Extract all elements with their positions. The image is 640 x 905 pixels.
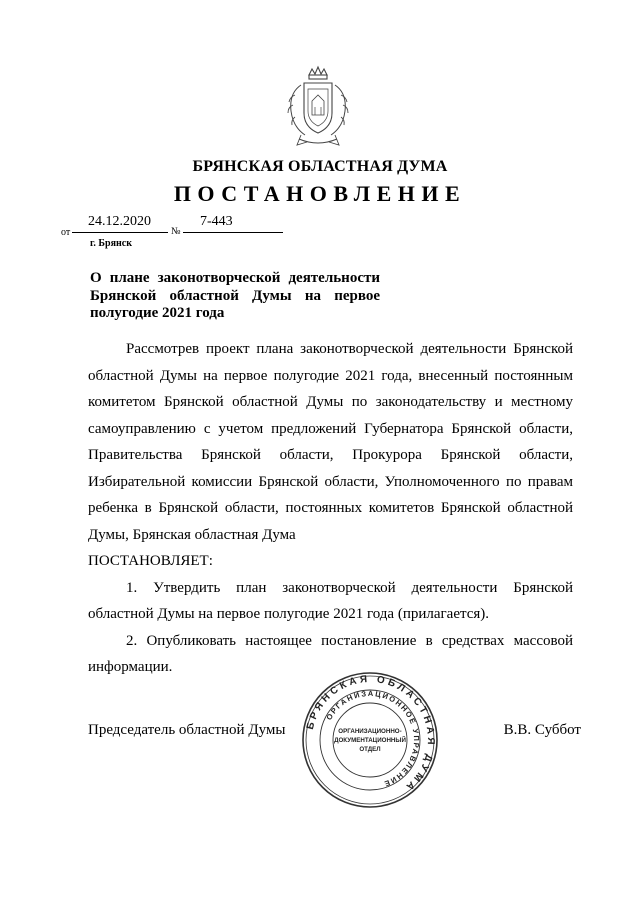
date-underline bbox=[72, 232, 168, 233]
seal-middle-text: ОРГАНИЗАЦИОННОЕ УПРАВЛЕНИЕ bbox=[324, 688, 422, 789]
document-subject: О плане законотворческой деятельности Брянской областной Думы на первое полугодие 2021 года bbox=[90, 270, 380, 321]
number-underline bbox=[183, 232, 283, 233]
seal-inner-line-3: ОТДЕЛ bbox=[359, 746, 381, 753]
city-label: г. Брянск bbox=[90, 238, 132, 249]
signatory-title: Председатель областной Думы bbox=[88, 722, 286, 738]
document-number: 7-443 bbox=[200, 214, 233, 229]
resolution-item-1: 1. Утвердить план законотворческой деятельности Брянской областной Думы на первое полугодие 2021 года (прилагается). bbox=[88, 579, 573, 622]
seal-inner-line-2: ДОКУМЕНТАЦИОННЫЙ bbox=[334, 737, 406, 744]
resolution-item-2: 2. Опубликовать настоящее постановление в средствах массовой информации. bbox=[88, 632, 573, 675]
number-label: № bbox=[171, 226, 181, 237]
preamble-paragraph: Рассмотрев проект плана законотворческой деятельности Брянской областной Думы на первое полугодие 2021 года, внесенный постоянным комитетом Брянской областной Думы по законодательству и местному самоуправлению с учетом предложений Губернатора Брянской области, Правительства Брянской области, Прокурора Брянской области, Избирательной комиссии Брянской области, Уполномоченного по правам ребенка в Брянской области, постоянных комитетов Брянской областной Думы, Брянская областная Дума bbox=[88, 341, 573, 543]
document-date: 24.12.2020 bbox=[88, 214, 151, 229]
seal-outer-text: БРЯНСКАЯ ОБЛАСТНАЯ ДУМА bbox=[304, 673, 437, 794]
document-type-title: ПОСТАНОВЛЕНИЕ bbox=[173, 181, 467, 206]
organization-name: БРЯНСКАЯ ОБЛАСТНАЯ ДУМА bbox=[192, 158, 448, 175]
signatory-name: В.В. Суббот bbox=[503, 722, 581, 738]
coat-of-arms-emblem bbox=[271, 65, 365, 153]
document-body bbox=[88, 336, 573, 681]
date-label: от bbox=[61, 227, 71, 238]
seal-inner-line-1: ОРГАНИЗАЦИОННО- bbox=[338, 728, 402, 735]
resolves-heading: ПОСТАНОВЛЯЕТ: bbox=[88, 553, 213, 569]
official-round-seal bbox=[300, 670, 440, 810]
